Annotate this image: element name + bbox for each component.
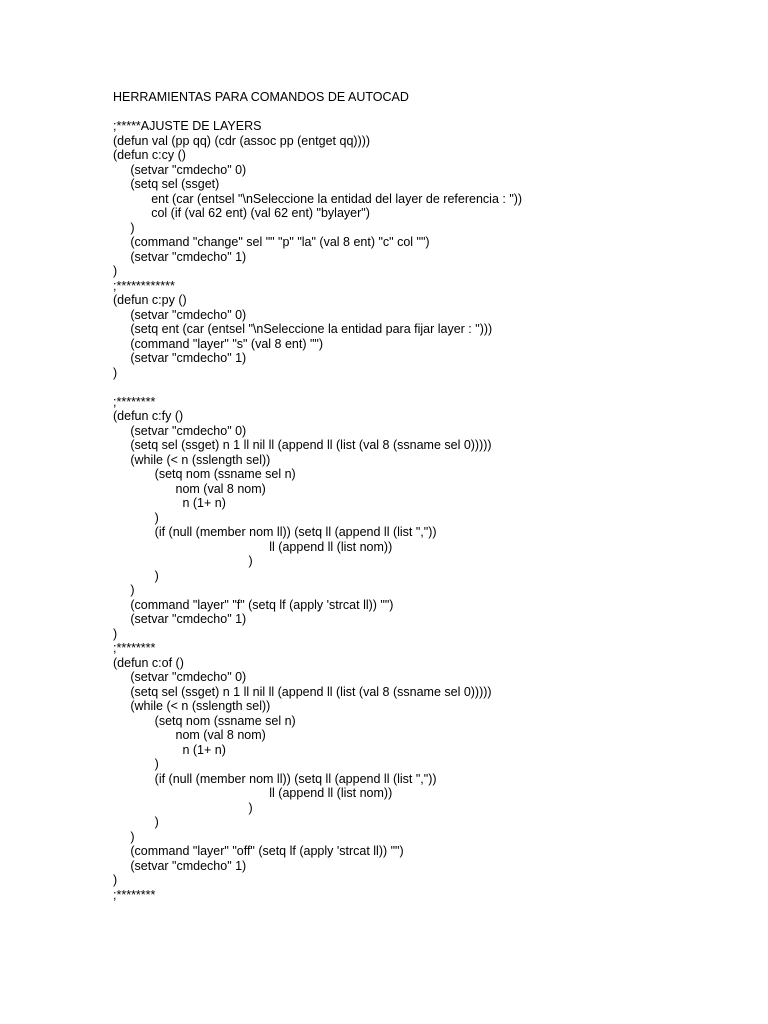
code-line: (if (null (member nom ll)) (setq ll (append ll (list ",")) (113, 525, 437, 539)
code-line: ) (113, 873, 118, 887)
code-line: ) (113, 757, 159, 771)
code-line: (command "layer" "s" (val 8 ent) "") (113, 336, 324, 351)
code-line: (setq sel (ssget) n 1 ll nil ll (append ll (list (val 8 (ssname sel 0))))) (113, 684, 492, 699)
code-line (113, 380, 753, 395)
document-title: HERRAMIENTAS PARA COMANDOS DE AUTOCAD (113, 90, 409, 104)
code-line: n (1+ n) (113, 496, 226, 510)
code-line: ) (113, 220, 135, 235)
code-listing (113, 119, 753, 902)
code-line: (while (< n (sslength sel)) (113, 452, 271, 467)
code-line: ) (113, 264, 118, 278)
code-line: ;******** (113, 394, 156, 409)
code-line: (setvar "cmdecho" 1) (113, 249, 247, 264)
code-line: (command "change" sel "" "p" "la" (val 8 ent) "c" col "") (113, 235, 430, 249)
code-line: (command "layer" "f" (setq lf (apply 'strcat ll)) "") (113, 597, 394, 612)
code-line: (setvar "cmdecho" 1) (113, 612, 247, 626)
code-line: n (1+ n) (113, 742, 226, 757)
code-line: (command "layer" "off" (setq lf (apply 'strcat ll)) "") (113, 844, 404, 858)
code-line: (setq ent (car (entsel "\nSeleccione la entidad para fijar layer : "))) (113, 322, 493, 336)
code-line: (setvar "cmdecho" 0) (113, 670, 247, 684)
code-line: ) (113, 510, 159, 525)
code-line: (setvar "cmdecho" 0) (113, 307, 247, 322)
code-line: ) (113, 554, 253, 568)
code-line: ) (113, 829, 135, 844)
code-line: ) (113, 626, 118, 641)
code-line: ent (car (entsel "\nSeleccione la entidad del layer de referencia : ")) (113, 191, 523, 206)
code-line: (setq nom (ssname sel n) (113, 467, 296, 481)
code-line: (setq nom (ssname sel n) (113, 713, 296, 728)
code-line: nom (val 8 nom) (113, 728, 266, 742)
code-line: (while (< n (sslength sel)) (113, 699, 271, 713)
code-line: ) (113, 815, 159, 829)
code-line: ) (113, 365, 118, 380)
code-line: col (if (val 62 ent) (val 62 ent) "bylayer") (113, 206, 370, 220)
code-line: (setq sel (ssget) (113, 177, 220, 191)
code-line: ) (113, 800, 253, 815)
code-line: (defun val (pp qq) (cdr (assoc pp (entget qq)))) (113, 133, 371, 148)
code-line: (if (null (member nom ll)) (setq ll (append ll (list ",")) (113, 771, 437, 786)
code-line: (setvar "cmdecho" 0) (113, 162, 247, 177)
code-line: (setvar "cmdecho" 0) (113, 423, 247, 438)
code-line: (setq sel (ssget) n 1 ll nil ll (append ll (list (val 8 (ssname sel 0))))) (113, 438, 492, 452)
code-line: ) (113, 568, 159, 583)
code-line: (setvar "cmdecho" 1) (113, 351, 247, 365)
code-line: ;*****AJUSTE DE LAYERS (113, 119, 262, 133)
code-line: nom (val 8 nom) (113, 481, 266, 496)
code-line: ;******** (113, 887, 156, 902)
code-line: (defun c:py () (113, 293, 187, 307)
code-line: ll (append ll (list nom)) (113, 539, 393, 554)
code-line: ;************ (113, 278, 175, 293)
code-line: (setvar "cmdecho" 1) (113, 858, 247, 873)
code-line: (defun c:of () (113, 655, 184, 670)
code-line: (defun c:cy () (113, 148, 186, 162)
code-line: ;******** (113, 641, 156, 655)
code-line: (defun c:fy () (113, 409, 184, 423)
code-line: ) (113, 583, 135, 597)
code-line: ll (append ll (list nom)) (113, 786, 393, 800)
